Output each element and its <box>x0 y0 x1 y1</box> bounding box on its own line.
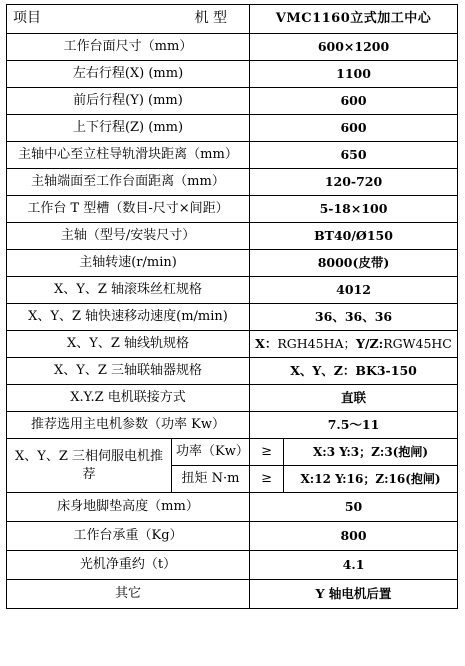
header-row <box>7 5 458 34</box>
guide-value <box>250 331 458 358</box>
spec-value: 8000(皮带) <box>250 250 458 277</box>
spec-label: 床身地脚垫高度（mm） <box>7 493 250 522</box>
spec-row <box>7 34 458 61</box>
header-model-name: VMC1160立式加工中心 <box>250 5 458 34</box>
header-item-cell <box>7 5 250 34</box>
guide-yz-prefix: Y/Z: <box>356 336 384 352</box>
spec-value: 600 <box>250 88 458 115</box>
spec-row <box>7 412 458 439</box>
spec-value: 50 <box>250 493 458 522</box>
spec-value: 600 <box>250 115 458 142</box>
spec-value: 120-720 <box>250 169 458 196</box>
spec-row <box>7 169 458 196</box>
spec-row <box>7 223 458 250</box>
spec-label: 推荐选用主电机参数（功率 Kw） <box>7 412 250 439</box>
spec-row <box>7 493 458 522</box>
spec-row <box>7 304 458 331</box>
spec-label: 主轴转速(r/min) <box>7 250 250 277</box>
spec-row <box>7 358 458 385</box>
spec-label: 主轴端面至工作台面距离（mm） <box>7 169 250 196</box>
spec-value: 36、36、36 <box>250 304 458 331</box>
guide-x-prefix: X： <box>255 336 278 352</box>
spec-label: 前后行程(Y) (mm) <box>7 88 250 115</box>
header-item-label: 项目 <box>13 10 41 27</box>
spec-label: X.Y.Z 电机联接方式 <box>7 385 250 412</box>
spec-label: 工作台面尺寸（mm） <box>7 34 250 61</box>
spec-row <box>7 61 458 88</box>
spec-table <box>6 4 458 609</box>
spec-row <box>7 551 458 580</box>
spec-label: 主轴中心至立柱导轨滑块距离（mm） <box>7 142 250 169</box>
guide-row <box>7 331 458 358</box>
spec-label: X、Y、Z 三轴联轴器规格 <box>7 358 250 385</box>
spec-row <box>7 385 458 412</box>
spec-value: X、Y、Z：BK3-150 <box>250 358 458 385</box>
spec-label: 主轴（型号/安装尺寸） <box>7 223 250 250</box>
servo-label: X、Y、Z 三相伺服电机推荐 <box>7 439 172 493</box>
servo-power-row <box>7 439 458 466</box>
servo-power-label: 功率（Kw） <box>172 439 250 466</box>
spec-row <box>7 88 458 115</box>
servo-torque-value: X:12 Y:16；Z:16(抱闸) <box>284 466 458 493</box>
spec-value: 650 <box>250 142 458 169</box>
spec-row <box>7 580 458 609</box>
spec-value: 直联 <box>250 385 458 412</box>
servo-power-value: X:3 Y:3；Z:3(抱闸) <box>284 439 458 466</box>
spec-row <box>7 196 458 223</box>
spec-value: 800 <box>250 522 458 551</box>
spec-row <box>7 115 458 142</box>
servo-power-symbol: ≥ <box>250 439 284 466</box>
spec-label: 光机净重约（t） <box>7 551 250 580</box>
spec-label: 工作台承重（Kg） <box>7 522 250 551</box>
spec-label: X、Y、Z 轴线轨规格 <box>7 331 250 358</box>
spec-label: 工作台 T 型槽（数目-尺寸×间距） <box>7 196 250 223</box>
servo-torque-symbol: ≥ <box>250 466 284 493</box>
spec-value: 4012 <box>250 277 458 304</box>
spec-row <box>7 277 458 304</box>
spec-label: 左右行程(X) (mm) <box>7 61 250 88</box>
spec-value: 5-18×100 <box>250 196 458 223</box>
spec-row <box>7 142 458 169</box>
guide-x-value: RGH45HA； <box>277 336 357 352</box>
spec-row <box>7 250 458 277</box>
spec-label: 上下行程(Z) (mm) <box>7 115 250 142</box>
servo-torque-label: 扭矩 N·m <box>172 466 250 493</box>
spec-label: 其它 <box>7 580 250 609</box>
spec-row <box>7 522 458 551</box>
spec-value: 1100 <box>250 61 458 88</box>
spec-value: 7.5～11 <box>250 412 458 439</box>
spec-label: X、Y、Z 轴快速移动速度(m/min) <box>7 304 250 331</box>
spec-value: BT40/Ø150 <box>250 223 458 250</box>
spec-value: Y 轴电机后置 <box>250 580 458 609</box>
guide-yz-value: RGW45HC <box>383 336 452 352</box>
spec-value: 600×1200 <box>250 34 458 61</box>
spec-value: 4.1 <box>250 551 458 580</box>
spec-label: X、Y、Z 轴滚珠丝杠规格 <box>7 277 250 304</box>
header-model-label: 机 型 <box>194 10 228 27</box>
